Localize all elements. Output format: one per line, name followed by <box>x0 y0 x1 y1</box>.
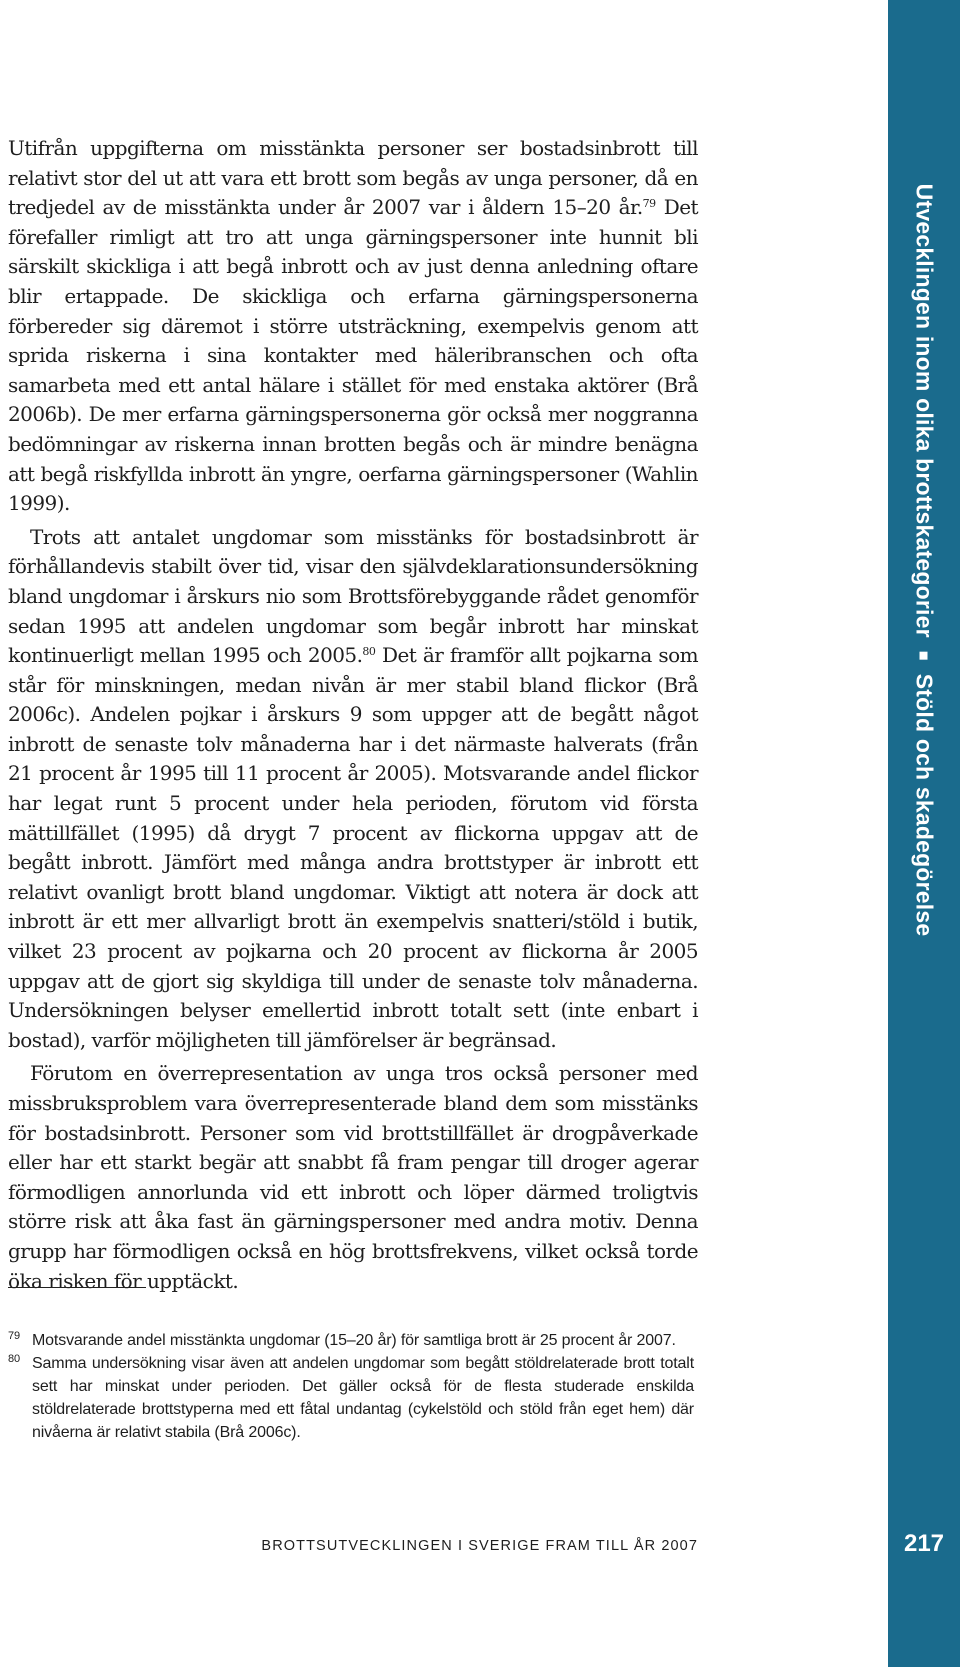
page-number: 217 <box>903 1530 945 1557</box>
paragraph-1-text: Utifrån uppgifterna om misstänkta personer ser bostadsinbrott till relativt stor del ut att vara ett brott som begås av unga personer, då en tredjedel av de misstänkta under år 2007 var i åldern 15–20 år. <box>8 136 698 220</box>
paragraph-1-continued: Det förefaller rimligt att tro att unga gärningspersoner inte hunnit bli särskilt skickliga i att begå inbrott och av just denna anledning oftare blir ertappade. De skickliga och erfarna gärningspersonerna förbereder sig däremot i större utsträckning, exempelvis genom att sprida riskerna i sina kontakter med häleribranschen och ofta samarbeta med ett antal hälare i stället för med enstaka aktörer (Brå 2006b). De mer erfarna gärningspersonerna gör också mer noggranna bedömningar av riskerna innan brotten begås och är mindre benägna att begå riskfyllda inbrott än yngre, oerfarna gärningspersoner (Wahlin 1999). <box>8 195 698 516</box>
chapter-sidebar <box>888 0 960 1667</box>
footnote-ref-80[interactable]: 80 <box>362 644 376 658</box>
footnote-ref-79[interactable]: 79 <box>642 197 656 211</box>
running-footer-title: BROTTSUTVECKLINGEN I SVERIGE FRAM TILL ÅR 2007 <box>261 1538 698 1554</box>
section-title: Utvecklingen inom olika brottskategorier <box>911 183 938 638</box>
paragraph-1 <box>8 134 698 519</box>
footnote-number: 80 <box>8 1353 20 1365</box>
paragraph-2-text: Trots att antalet ungdomar som misstänks för bostadsinbrott är förhållandevis stabilt över tid, visar den självdeklarationsundersökning bland ungdomar i årskurs nio som Brottsförebyggande rådet genomför sedan 1995 att andelen ungdomar som begår inbrott har minskat kontinuerligt mellan 1995 och 2005. <box>8 524 698 668</box>
footnote-text: Samma undersökning visar även att andelen ungdomar som begått stöldrelaterade brott totalt sett har minskat under perioden. Det gäller också för de flesta studerade enskilda stöldrelaterade brottstyperna med ett fåtal undantag (cykelstöld och stöld från eget hem) där nivåerna är relativt stabila (Brå 2006c). <box>32 1355 694 1441</box>
subsection-title: Stöld och skadegörelse <box>911 673 938 937</box>
footnote-number: 79 <box>8 1330 20 1342</box>
footnote-79 <box>8 1329 694 1352</box>
footnotes <box>8 1329 694 1444</box>
paragraph-2-continued: Det är framför allt pojkarna som står för minskningen, medan nivån är mer stabil bland flickor (Brå 2006c). Andelen pojkar i årskurs 9 som uppger att de begått något inbrott de senaste tolv månaderna har i det närmaste halverats (från 21 procent år 1995 till 11 procent år 2005). Motsvarande andel flickor har legat runt 5 procent under hela perioden, förutom vid första mättillfället (1995) då drygt 7 procent av flickorna uppgav att de begått inbrott. Jämfört med många andra brottstyper är inbrott ett relativt ovanligt brott bland ungdomar. Viktigt att notera är dock att inbrott är ett mer allvarligt brott än exempelvis snatteri/stöld i butik, vilket 23 procent av pojkarna och 20 procent av flickorna år 2005 uppgav att de gjort sig skyldiga till under de senaste tolv månaderna. Undersökningen belyser emellertid inbrott totalt sett (inte enbart i bostad), varför möjligheten till jämförelser är begränsad. <box>8 643 698 1052</box>
footnote-text: Motsvarande andel misstänkta ungdomar (15–20 år) för samtliga brott är 25 procent år 2007. <box>32 1332 676 1349</box>
paragraph-3: Förutom en överrepresentation av unga tros också personer med missbruksproblem vara överrepresenterade bland dem som misstänks för bostadsinbrott. Personer som vid brottstillfället är drogpåverkade eller har ett starkt begär att snabbt få fram pengar till droger agerar förmodligen annorlunda vid ett inbrott och löper därmed troligtvis större risk att åka fast än gärningspersoner med andra motiv. Denna grupp har förmodligen också en hög brottsfrekvens, vilket också torde öka risken för upptäckt. <box>8 1061 698 1293</box>
main-text <box>8 134 698 1296</box>
footnote-80 <box>8 1352 694 1444</box>
separator-square-icon <box>920 652 928 660</box>
chapter-tab-label <box>911 184 938 937</box>
footnote-divider <box>8 1287 146 1288</box>
paragraph-2 <box>8 523 698 1056</box>
